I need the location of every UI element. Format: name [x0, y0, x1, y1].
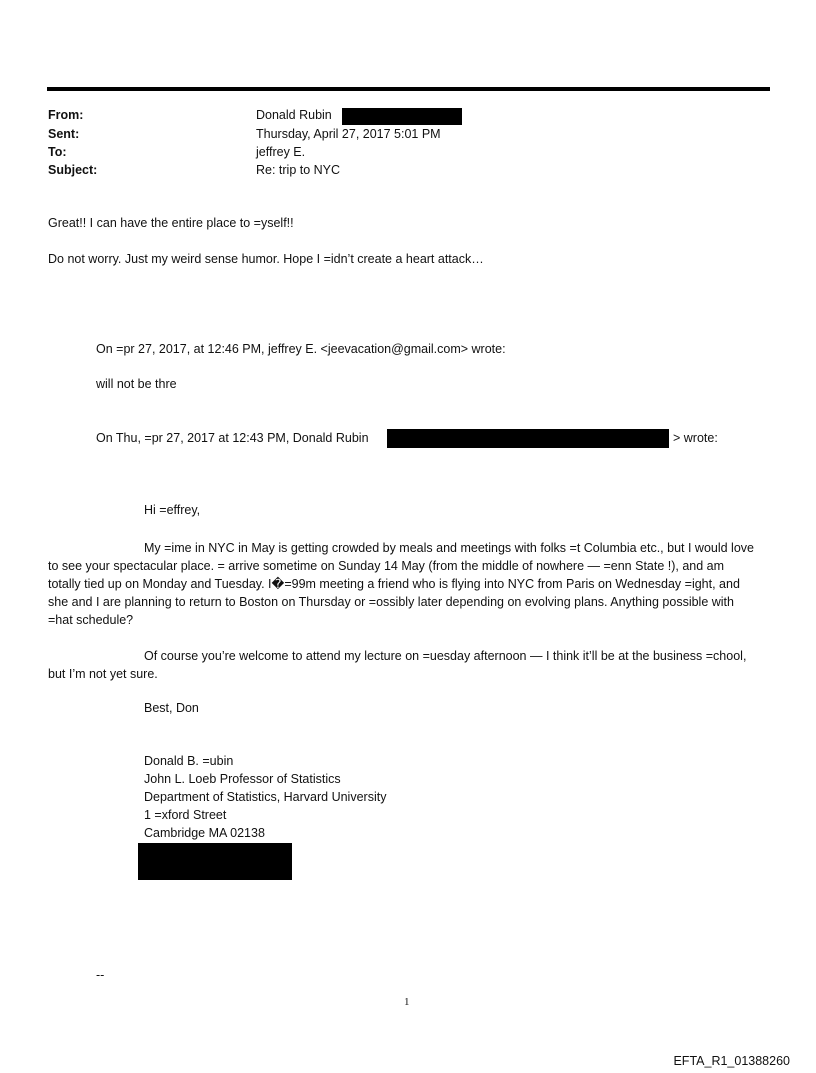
- sent-value: Thursday, April 27, 2017 5:01 PM: [256, 127, 441, 141]
- body-line-2: Do not worry. Just my weird sense humor. Hope I =idn’t create a heart attack…: [48, 252, 484, 266]
- subject-value: Re: trip to NYC: [256, 163, 341, 177]
- document-id: EFTA_R1_01388260: [673, 1054, 790, 1068]
- quote2-greeting: Hi =effrey,: [144, 503, 201, 517]
- to-value: jeffrey E.: [256, 145, 306, 159]
- body-line-1: Great!! I can have the entire place to =yself!!: [48, 216, 294, 230]
- quote1-attribution: On =pr 27, 2017, at 12:46 PM, jeffrey E. <jeevacation@gmail.com> wrote:: [96, 342, 506, 356]
- quote2-paragraph-1: My =ime in NYC in May is getting crowded by meals and meetings with folks =t Columbia etc., but I would love to see your spectacular place. = arrive sometime on Sunday 14 May (from the middle of nowhere — =enn State !), and am totally tied up on Monday and Tuesday. I�=99m meeting a friend who is flying into NYC from Paris on Wednesday =ight, and she and I are planning to return to Boston on Thursday or =ossibly later depending on evolving plans. Anything possible with =hat schedule?: [48, 541, 754, 627]
- quote2-attribution-prefix: On Thu, =pr 27, 2017 at 12:43 PM, Donald Rubin: [96, 431, 369, 445]
- signature-street: 1 =xford Street: [144, 808, 227, 822]
- subject-label: Subject:: [48, 163, 98, 177]
- signature-department: Department of Statistics, Harvard University: [144, 790, 387, 804]
- signature-title: John L. Loeb Professor of Statistics: [144, 772, 341, 786]
- to-label: To:: [48, 145, 67, 159]
- redaction-quote2-email: [387, 429, 669, 448]
- sent-label: Sent:: [48, 127, 80, 141]
- page-number: 1: [404, 996, 410, 1008]
- from-label: From:: [48, 108, 84, 122]
- quote2-closing: Best, Don: [144, 701, 199, 715]
- quote2-attribution-suffix: > wrote:: [673, 431, 718, 445]
- signature-dashes: --: [96, 968, 105, 982]
- from-value: Donald Rubin: [256, 108, 332, 122]
- redaction-from-email: [342, 108, 462, 125]
- signature-city: Cambridge MA 02138: [144, 826, 265, 840]
- quote1-text: will not be thre: [96, 377, 177, 391]
- quote2-paragraph-2: Of course you’re welcome to attend my lecture on =uesday afternoon — I think it’ll be at the business =chool, but I’m not yet sure.: [48, 649, 747, 681]
- redaction-signature: [138, 843, 292, 880]
- signature-name: Donald B. =ubin: [144, 754, 234, 768]
- header-rule: [47, 87, 770, 91]
